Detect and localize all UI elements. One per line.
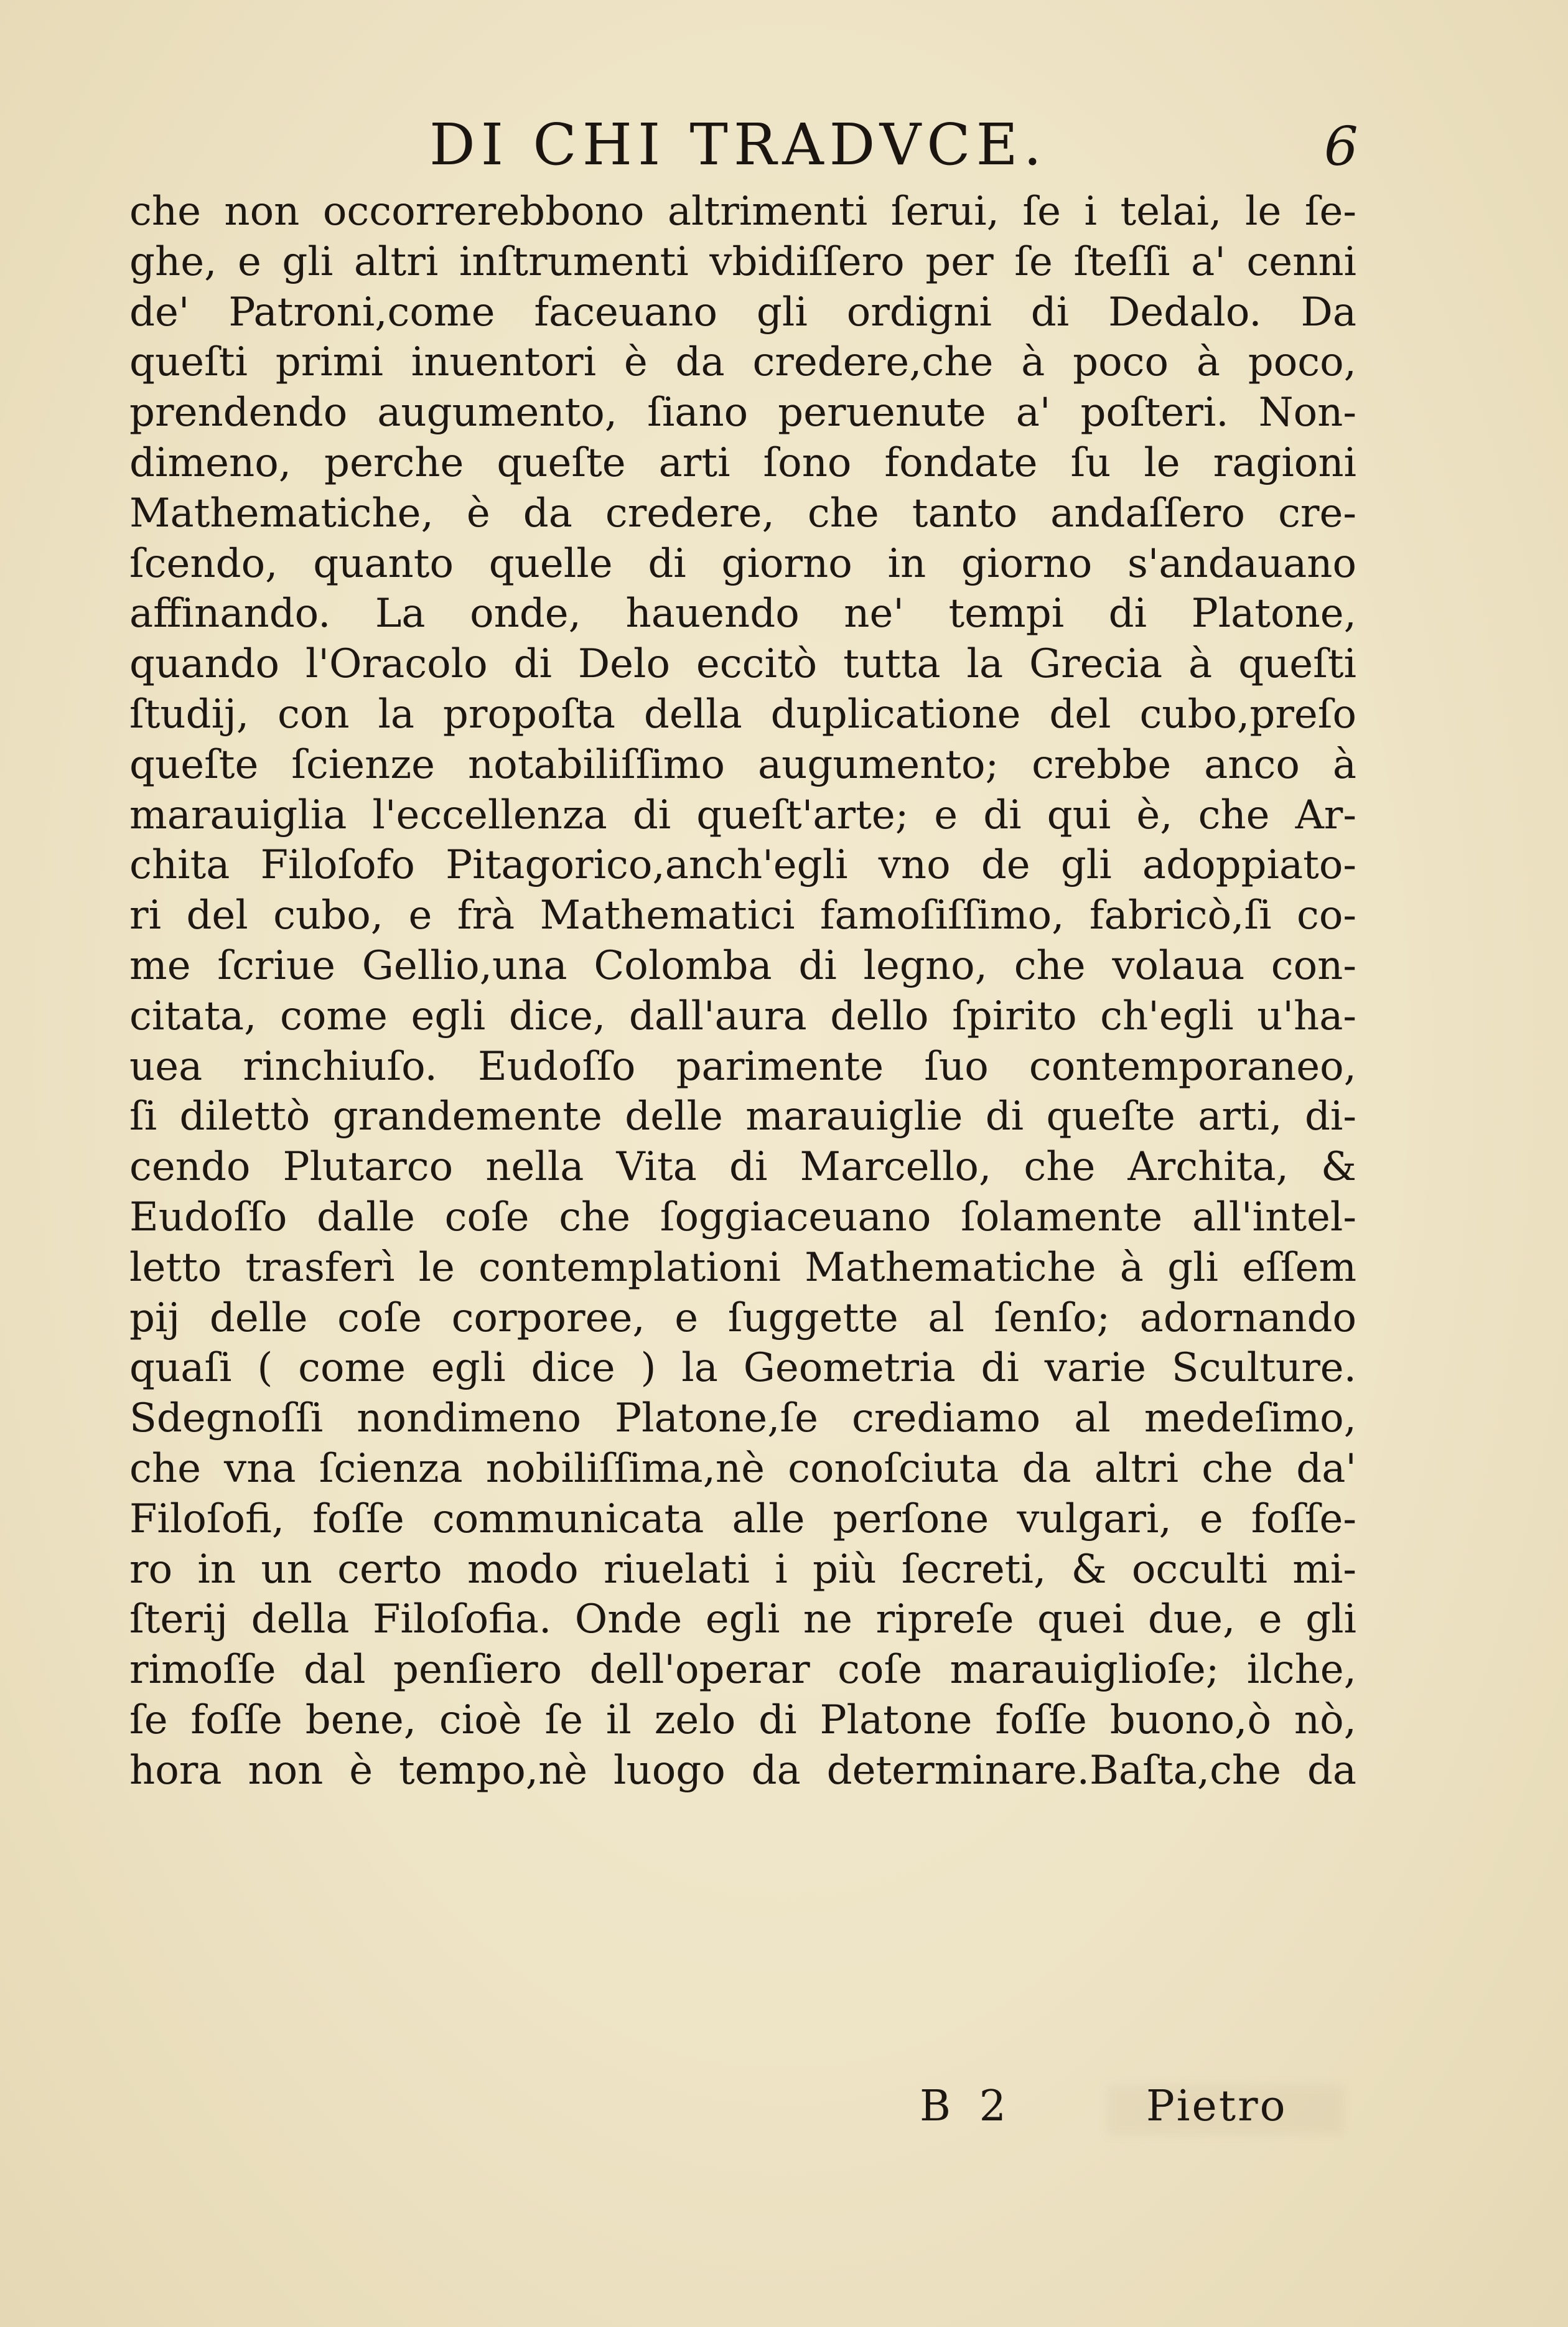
text-line: chita Filoſofo Pitagorico,anch'egli vno de gli adoppiato- — [129, 842, 1356, 889]
text-line: hora non è tempo,nè luogo da determinare.Baſta,che da — [129, 1747, 1356, 1794]
text-line: ſe foſſe bene, cioè ſe il zelo di Platone foſſe buono,ò nò, — [129, 1697, 1356, 1743]
text-line: de' Patroni,come faceuano gli ordigni di Dedalo. Da — [129, 289, 1356, 335]
text-line: quando l'Oracolo di Delo eccitò tutta la Grecia à queſti — [129, 641, 1356, 688]
text-line: ghe, e gli altri inſtrumenti vbidiſſero per ſe ſteſſi a' cenni — [129, 238, 1356, 285]
text-line: Mathematiche, è da credere, che tanto andaſſero cre- — [129, 490, 1356, 536]
text-line: rimoſſe dal penſiero dell'operar coſe marauiglioſe; ilche, — [129, 1647, 1356, 1693]
page-number: 6 — [1324, 116, 1358, 178]
text-line: queſte ſcienze notabiliſſimo augumento; crebbe anco à — [129, 741, 1356, 788]
text-line: queſti primi inuentori è da credere,che à poco à poco, — [129, 339, 1356, 386]
catchword: Pietro — [1146, 2082, 1287, 2131]
text-line: pij delle coſe corporee, e ſuggette al ſenſo; adornando — [129, 1295, 1356, 1341]
text-line: ſi dilettò grandemente delle marauiglie di queſte arti, di- — [129, 1093, 1356, 1140]
text-line: letto trasferì le contemplationi Mathematiche à gli eſſem — [129, 1244, 1356, 1291]
text-line: citata, come egli dice, dall'aura dello ſpirito ch'egli u'ha- — [129, 993, 1356, 1039]
text-line: affinando. La onde, hauendo ne' tempi di Platone, — [129, 591, 1356, 637]
text-line: Eudoſſo dalle coſe che ſoggiaceuano ſolamente all'intel- — [129, 1194, 1356, 1240]
signature-mark: B 2 — [920, 2082, 1014, 2131]
text-line: prendendo augumento, ſiano peruenute a' poſteri. Non- — [129, 390, 1356, 436]
text-line: me ſcriue Gellio,una Colomba di legno, che volaua con- — [129, 942, 1356, 989]
text-line: ro in un certo modo riuelati i più ſecreti, & occulti mi- — [129, 1546, 1356, 1593]
text-line: quaſi ( come egli dice ) la Geometria di varie Sculture. — [129, 1345, 1356, 1392]
text-line: ſterij della Filoſofia. Onde egli ne ripreſe quei due, e gli — [129, 1596, 1356, 1643]
text-line: cendo Plutarco nella Vita di Marcello, che Archita, & — [129, 1144, 1356, 1191]
text-line: che non occorrerebbono altrimenti ſerui, ſe i telai, le ſe- — [129, 189, 1356, 235]
text-line: dimeno, perche queſte arti ſono fondate ſu le ragioni — [129, 439, 1356, 486]
text-line: uea rinchiuſo. Eudoſſo parimente ſuo contemporaneo, — [129, 1043, 1356, 1090]
text-line: che vna ſcienza nobiliſſima,nè conoſciuta da altri che da' — [129, 1445, 1356, 1492]
text-line: Sdegnoſſi nondimeno Platone,ſe crediamo al medeſimo, — [129, 1395, 1356, 1442]
body-text — [129, 187, 1356, 1796]
text-line: ſcendo, quanto quelle di giorno in giorno s'andauano — [129, 540, 1356, 587]
text-line: ri del cubo, e frà Mathematici famoſiſſimo, fabricò,ſi co- — [129, 892, 1356, 939]
running-title: DI CHI TRADVCE. — [429, 111, 1048, 178]
text-line: marauiglia l'eccellenza di queſt'arte; e di qui è, che Ar- — [129, 792, 1356, 838]
text-line: Filoſofi, foſſe communicata alle perſone vulgari, e foſſe- — [129, 1496, 1356, 1542]
text-line: ſtudij, con la propoſta della duplicatione del cubo,preſo — [129, 691, 1356, 737]
